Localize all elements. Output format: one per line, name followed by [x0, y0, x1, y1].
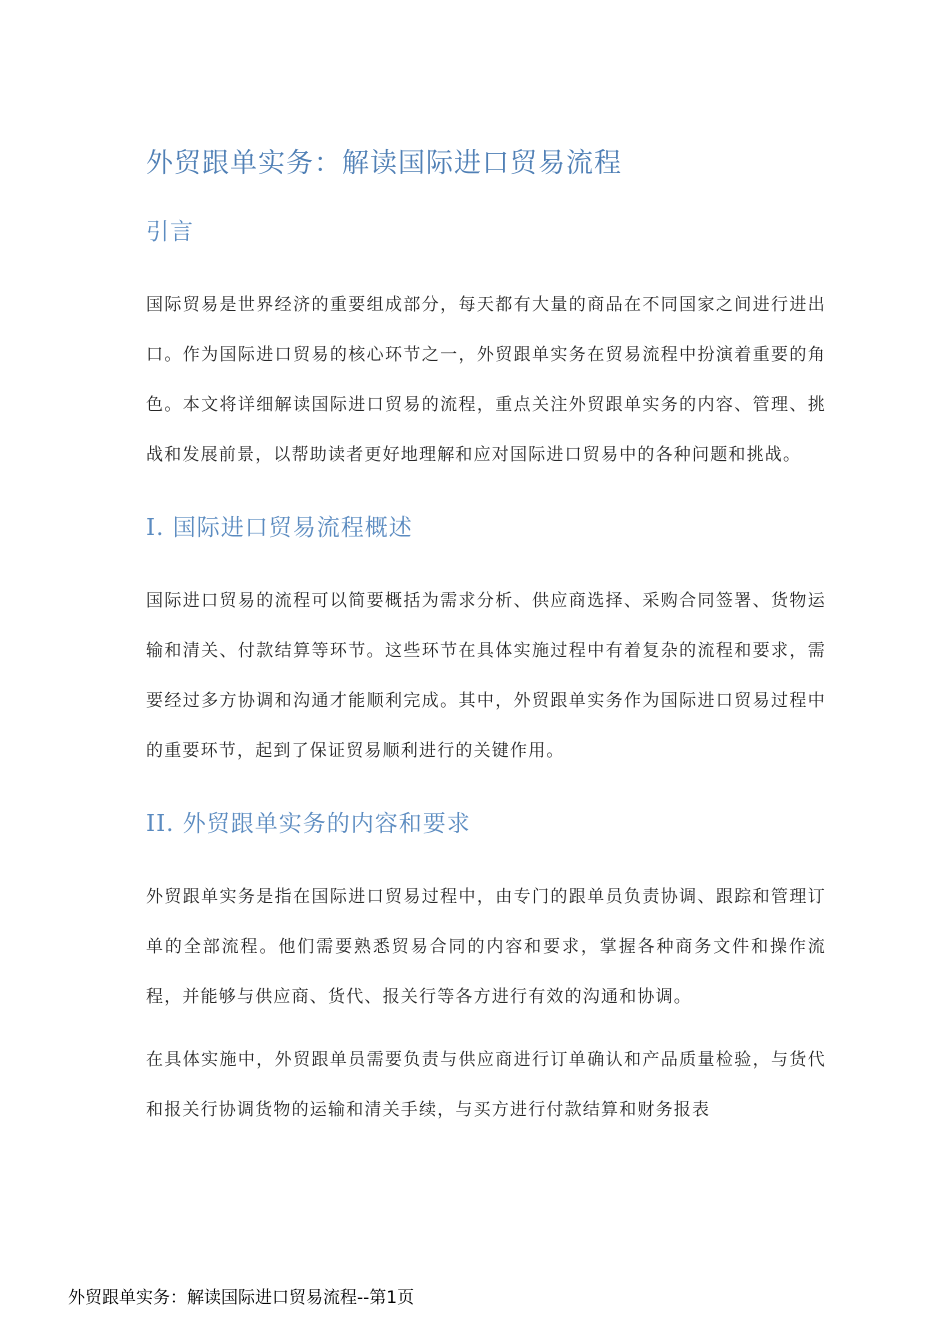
content-requirements-paragraph-2: 在具体实施中，外贸跟单员需要负责与供应商进行订单确认和产品质量检验，与货代和报关行协调货物的运输和清关手续，与买方进行付款结算和财务报表 — [146, 1050, 826, 1120]
overview-paragraph: 国际进口贸易的流程可以简要概括为需求分析、供应商选择、采购合同签署、货物运输和清关、付款结算等环节。这些环节在具体实施过程中有着复杂的流程和要求，需要经过多方协调和沟通才能顺利完成。其中，外贸跟单实务作为国际进口贸易过程中的重要环节，起到了保证贸易顺利进行的关键作用。 — [146, 591, 826, 761]
section-heading-introduction: 引言 — [146, 219, 194, 245]
document-content — [146, 138, 826, 1135]
content-requirements-paragraph-1: 外贸跟单实务是指在国际进口贸易过程中，由专门的跟单员负责协调、跟踪和管理订单的全部流程。他们需要熟悉贸易合同的内容和要求，掌握各种商务文件和操作流程，并能够与供应商、货代、报关行等各方进行有效的沟通和协调。 — [146, 887, 826, 1007]
introduction-paragraph: 国际贸易是世界经济的重要组成部分，每天都有大量的商品在不同国家之间进行进出口。作为国际进口贸易的核心环节之一，外贸跟单实务在贸易流程中扮演着重要的角色。本文将详细解读国际进口贸易的流程，重点关注外贸跟单实务的内容、管理、挑战和发展前景，以帮助读者更好地理解和应对国际进口贸易中的各种问题和挑战。 — [146, 295, 826, 465]
section-heading-content-requirements: II. 外贸跟单实务的内容和要求 — [146, 811, 471, 837]
page-footer: 外贸跟单实务：解读国际进口贸易流程--第1页 — [68, 1288, 415, 1308]
section-heading-overview: I. 国际进口贸易流程概述 — [146, 515, 413, 541]
document-title: 外贸跟单实务：解读国际进口贸易流程 — [146, 148, 622, 179]
